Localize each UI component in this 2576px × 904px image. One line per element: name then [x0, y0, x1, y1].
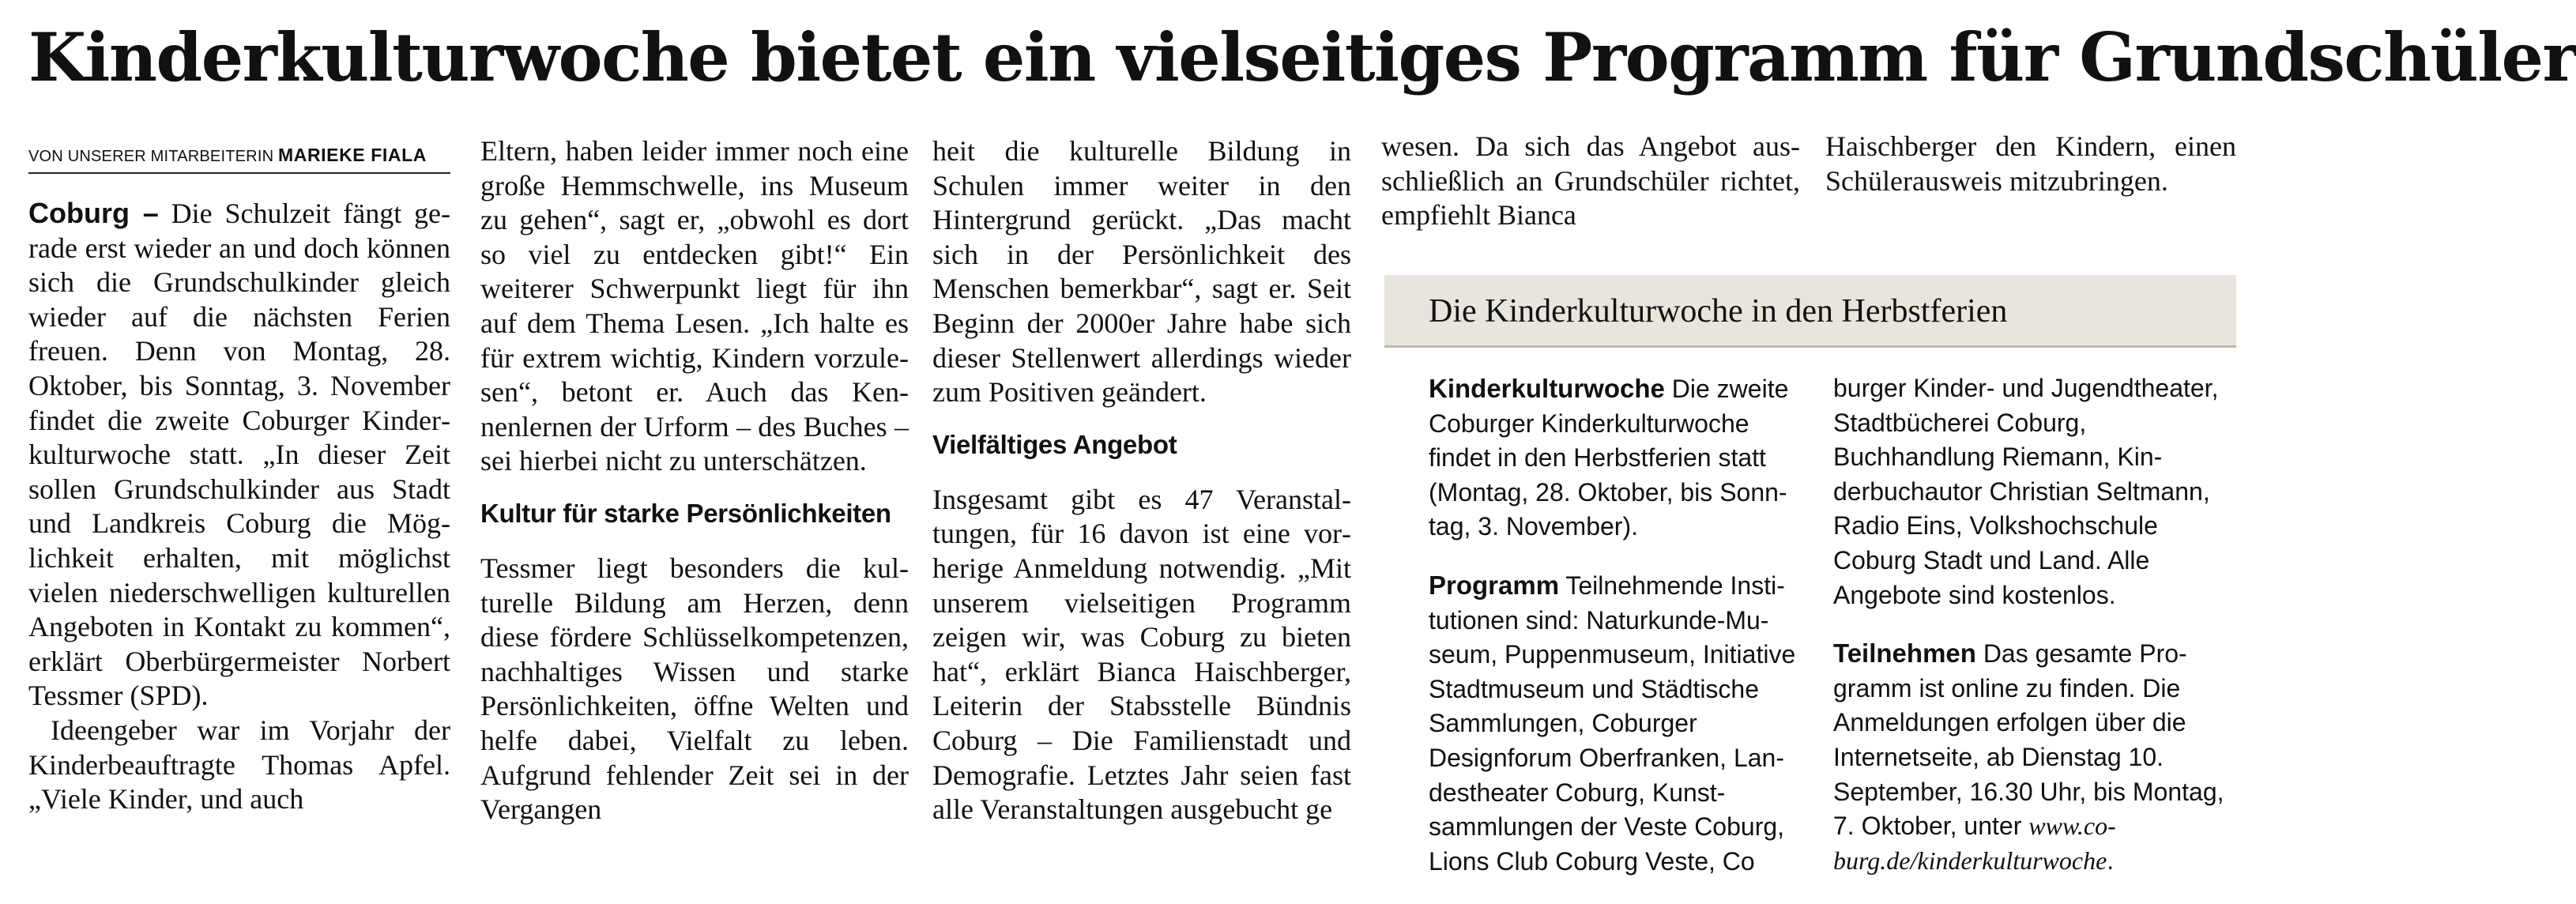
infobox-item-end: . — [2107, 846, 2115, 875]
article-paragraph: heit die kulturelle Bildung in Schulen immer weiter in den Hintergrund gerückt. „Das macht sich in der Persönlichkeit des Menschen bemerkbar“, sagt er. Seit Beginn der 2000er Jahre habe sich dieser Stellenwert allerdings wieder zum Positiven geändert. — [932, 135, 1351, 409]
article-paragraph — [28, 196, 450, 714]
article-paragraph: wesen. Da sich das Angebot ausschließlich an Grundschüler richtet, empfiehlt Bianca — [1381, 130, 1800, 232]
infobox-item-text: Die zweite Coburger Kinderkulturwoche findet in den Herbstferien statt (Montag, 28. Oktober, bis Sonntag, 3. November). — [1429, 375, 1789, 541]
byline-prefix: VON UNSERER MITARBEITERIN — [28, 148, 274, 165]
infobox-title: Die Kinderkulturwoche in den Herbstferien — [1384, 275, 2236, 348]
infobox-url: www.coburg.de/kinderkulturwoche — [1833, 812, 2116, 875]
article-column-2 — [480, 134, 909, 827]
infobox-column-1 — [1429, 371, 1800, 902]
infobox-item-label: Teilnehmen — [1833, 638, 1976, 669]
article-paragraph: Haischberger den Kindern, einen Schülerausweis mitzubringen. — [1825, 130, 2236, 197]
infobox-item-label: Programm — [1429, 570, 1560, 600]
infobox-item-continued: burger Kinder- und Jugendtheater, Stadtbücherei Coburg, Buchhandlung Riemann, Kinderbuchautor Christian Seltmann, Radio Eins, Volkshochschule Coburg Stadt und Land. Alle Angebote sind kostenlos. — [1833, 374, 2219, 609]
subhead: Kultur für starke Persönlichkeiten — [480, 498, 891, 528]
byline — [28, 144, 450, 174]
article-column-3 — [932, 134, 1351, 827]
article-paragraph: Eltern, haben leider immer noch eine große Hemmschwelle, ins Museum zu gehen“, sagt er, „obwohl es dort so viel zu entdecken gibt!“ Ein weiterer Schwerpunkt liegt für ihn auf dem Thema Lesen. „Ich halte es für extrem wichtig, Kindern vorzulesen“, betont er. Auch das Kennenlernen der Urform – des Buches – sei hierbei nicht zu unterschätzen. — [480, 135, 909, 477]
infobox-item-text: Das gesamte Programm ist online zu finden. Die Anmeldungen erfolgen über die Internetseite, ab Dienstag 10. September, 16.30 Uhr, bis Montag, 7. Oktober, unter — [1833, 639, 2224, 841]
article-column-5 — [1825, 130, 2236, 198]
headline: Kinderkulturwoche bietet ein vielseitiges Programm für Grundschüler — [28, 18, 2576, 96]
article-paragraph: Insgesamt gibt es 47 Veranstaltungen, für 16 davon ist eine vorherige Anmeldung notwendig. „Mit unserem vielseitigen Programm zeigen wir, was Coburg zu bieten hat“, erklärt Bianca Haischberger, Leiterin der Stabsstelle Bündnis Coburg – Die Familienstadt und Demografie. Letztes Jahr seien fast alle Veranstaltungen ausgebucht ge — [932, 483, 1351, 826]
infobox-item-text: Teilnehmende Institutionen sind: Naturkunde-Museum, Puppenmuseum, Initiative Stadtmuseum und Städtische Sammlungen, Coburger Designforum Oberfranken, Landestheater Coburg, Kunstsammlungen der Veste Coburg, Lions Club Coburg Veste, Co — [1429, 571, 1796, 876]
infobox-item — [1429, 568, 1800, 879]
infobox-item — [1833, 636, 2228, 878]
infobox-item — [1429, 371, 1800, 544]
paragraph-text: Die Schulzeit fängt gerade erst wieder an und doch können sich die Grundschulkinder gleich wieder auf die nächsten Ferien freuen. Denn von Montag, 28. Oktober, bis Sonntag, 3. November findet die zweite Coburger Kinderkulturwoche statt. „In dieser Zeit sollen Grundschulkinder aus Stadt und Landkreis Coburg die Möglichkeit erhalten, mit möglichst vielen niederschwelligen kulturellen Angeboten in Kontakt zu kommen“, erklärt Oberbürgermeister Norbert Tessmer (SPD). — [28, 198, 451, 712]
dateline: Coburg – — [28, 197, 159, 229]
subhead: Vielfältiges Angebot — [932, 429, 1177, 459]
article-paragraph: Tessmer liegt besonders die kulturelle Bildung am Herzen, denn diese fördere Schlüsselkompetenzen, nachhaltiges Wissen und starke Persönlichkeiten, öffne Welten und helfe dabei, Vielfalt zu leben. Aufgrund fehlender Zeit sei in der Vergangen — [480, 552, 909, 826]
article-column-1 — [28, 134, 450, 817]
infobox-item-label: Kinderkulturwoche — [1429, 374, 1665, 403]
article-paragraph: Ideengeber war im Vorjahr der Kinderbeauftragte Thomas Apfel. „Viele Kinder, und auch — [28, 714, 450, 815]
article-column-4 — [1381, 130, 1800, 233]
byline-author: MARIEKE FIALA — [277, 145, 427, 165]
infobox-column-2 — [1833, 371, 2228, 902]
